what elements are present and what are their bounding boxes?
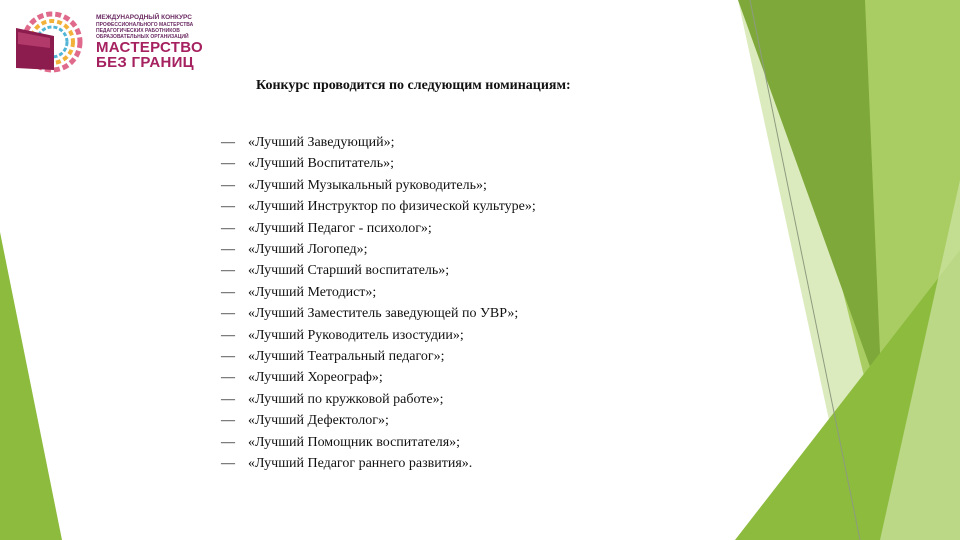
list-item (221, 153, 536, 174)
nomination-text: «Лучший по кружковой работе»; (248, 391, 444, 407)
list-dash: — (221, 434, 235, 450)
nomination-text: «Лучший Помощник воспитателя»; (248, 434, 461, 450)
list-dash: — (221, 456, 235, 472)
nomination-text: «Лучший Дефектолог»; (248, 413, 389, 429)
list-dash: — (221, 156, 235, 172)
logo-line-1: МЕЖДУНАРОДНЫЙ КОНКУРС (96, 14, 192, 21)
list-dash: — (221, 177, 235, 193)
nomination-text: «Лучший Логопед»; (248, 242, 368, 258)
nomination-text: «Лучший Инструктор по физической культуре»; (248, 199, 536, 215)
logo-line-4: ОБРАЗОВАТЕЛЬНЫХ ОРГАНИЗАЦИЙ (96, 34, 189, 40)
list-item (221, 196, 536, 217)
logo-emblem-icon (10, 10, 90, 76)
nomination-text: «Лучший Педагог раннего развития». (248, 456, 473, 472)
list-item (221, 239, 536, 260)
list-item (221, 410, 536, 431)
list-item (221, 325, 536, 346)
nomination-text: «Лучший Заместитель заведующей по УВР»; (248, 306, 519, 322)
logo-line-6: БЕЗ ГРАНИЦ (96, 54, 194, 71)
list-item (221, 432, 536, 453)
list-item (221, 367, 536, 388)
list-dash: — (221, 370, 235, 386)
list-dash: — (221, 349, 235, 365)
list-item (221, 218, 536, 239)
list-item (221, 175, 536, 196)
nomination-text: «Лучший Руководитель изостудии»; (248, 327, 464, 343)
list-item (221, 346, 536, 367)
list-dash: — (221, 413, 235, 429)
list-dash: — (221, 284, 235, 300)
left-green-triangle (0, 232, 62, 540)
list-dash: — (221, 391, 235, 407)
list-dash: — (221, 263, 235, 279)
logo-line-3: ПЕДАГОГИЧЕСКИХ РАБОТНИКОВ (96, 28, 180, 34)
nominations-list (221, 132, 536, 475)
list-item (221, 389, 536, 410)
list-item (221, 260, 536, 281)
logo-text (96, 14, 203, 71)
nomination-text: «Лучший Педагог - психолог»; (248, 220, 432, 236)
list-dash: — (221, 135, 235, 150)
nomination-text: «Лучший Музыкальный руководитель»; (248, 177, 487, 193)
list-dash: — (221, 306, 235, 322)
nomination-text: «Лучший Воспитатель»; (248, 156, 395, 172)
nomination-text: «Лучший Театральный педагог»; (248, 349, 445, 365)
slide-title: Конкурс проводится по следующим номинациям: (256, 78, 571, 93)
list-dash: — (221, 327, 235, 343)
list-item (221, 453, 536, 474)
list-item (221, 303, 536, 324)
logo-line-2: ПРОФЕССИОНАЛЬНОГО МАСТЕРСТВА (96, 22, 194, 28)
nomination-text: «Лучший Хореограф»; (248, 370, 383, 386)
list-dash: — (221, 199, 235, 215)
nomination-text: «Лучший Методист»; (248, 284, 377, 300)
list-item (221, 282, 536, 303)
list-dash: — (221, 242, 235, 258)
nomination-text: «Лучший Старший воспитатель»; (248, 263, 450, 279)
list-dash: — (221, 220, 235, 236)
nomination-text: «Лучший Заведующий»; (248, 135, 395, 150)
list-item (221, 132, 536, 153)
logo-line-5: МАСТЕРСТВО (96, 39, 203, 56)
